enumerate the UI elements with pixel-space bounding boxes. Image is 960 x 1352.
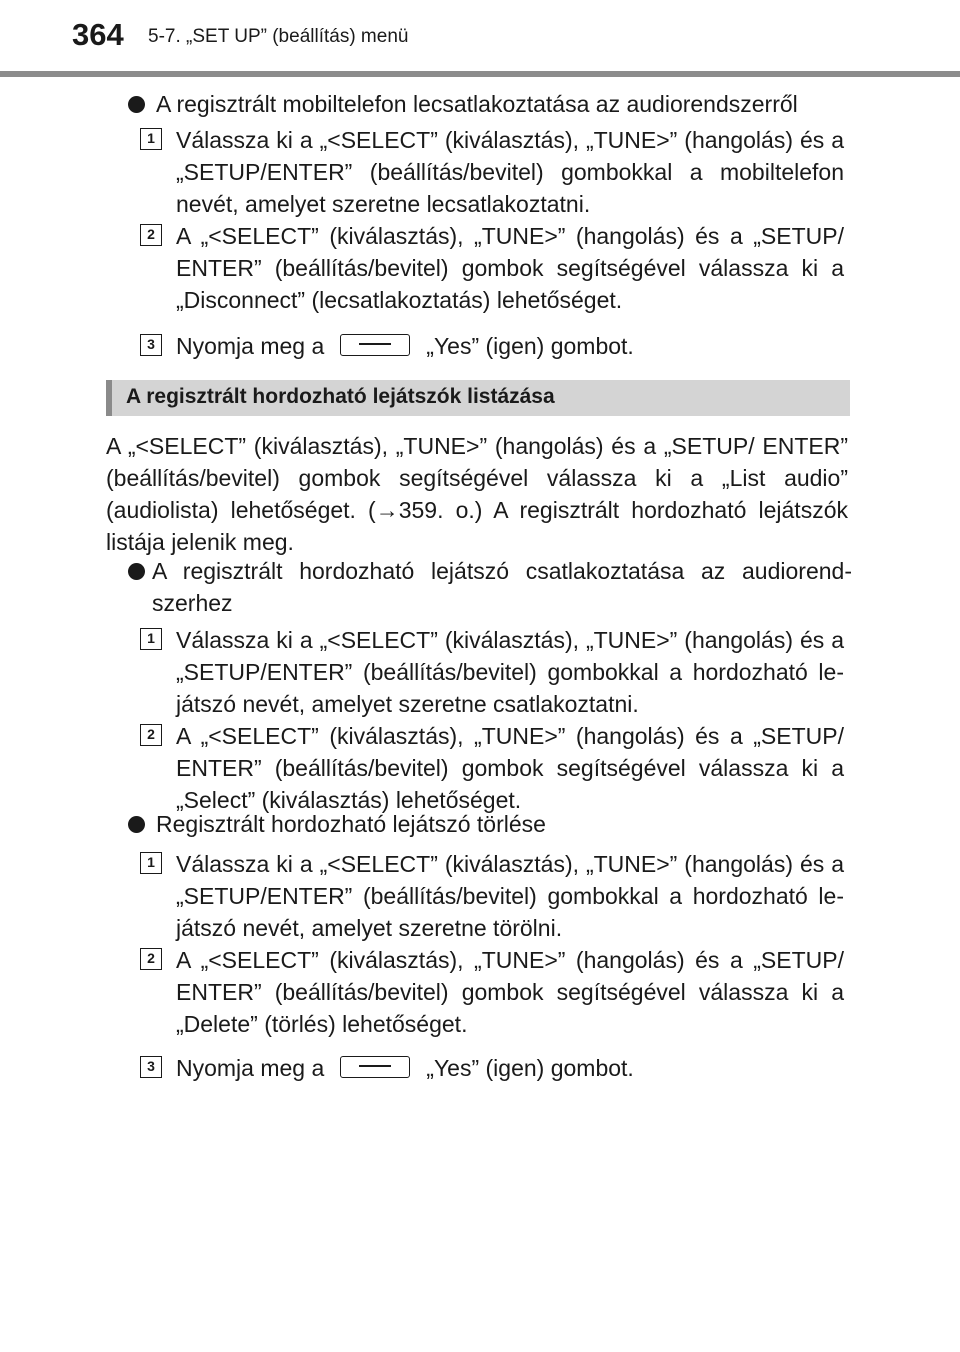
bullet-heading: Regisztrált hordozható lejátszó törlése bbox=[156, 811, 546, 837]
step-number-badge: 1 bbox=[140, 128, 162, 150]
page-header bbox=[0, 0, 960, 80]
bullet-heading: A regisztrált mobiltelefon lecsatlakoztatása az audiorendszerről bbox=[156, 91, 798, 117]
chapter-title: 5-7. „SET UP” (beállítás) menü bbox=[148, 26, 409, 47]
step-number-badge: 1 bbox=[140, 852, 162, 874]
step-text: Válassza ki a „<SELECT” (kiválasztás), „TUNE>” (hangolás) és a „SETUP/ENTER” (beállítás/bevitel) gombokkal a hordozható le- játszó nevét, amelyet szeretne törölni. bbox=[176, 851, 844, 941]
step-text: A „<SELECT” (kiválasztás), „TUNE>” (hangolás) és a „SETUP/ ENTER” (beállítás/bevitel) gombok segítségével válassza ki a „Disconnect” (lecsatlakoztatás) lehetőséget. bbox=[176, 223, 844, 313]
button-outline-icon bbox=[340, 334, 410, 356]
step-text-before: Nyomja meg a bbox=[176, 333, 325, 359]
step-text-before: Nyomja meg a bbox=[176, 1055, 325, 1081]
step-number-badge: 1 bbox=[140, 628, 162, 650]
step-number-badge: 3 bbox=[140, 1056, 162, 1078]
bullet-icon bbox=[128, 816, 145, 833]
step-number-badge: 2 bbox=[140, 724, 162, 746]
page-number: 364 bbox=[72, 17, 124, 52]
step-text bbox=[176, 330, 844, 362]
step-text-after: „Yes” (igen) gombot. bbox=[426, 333, 634, 359]
bullet-icon bbox=[128, 563, 145, 580]
step-text: Válassza ki a „<SELECT” (kiválasztás), „TUNE>” (hangolás) és a „SETUP/ENTER” (beállítás/bevitel) gombokkal a mobiltelefon nevét, amelyet szeretne lecsatlakoztatni. bbox=[176, 127, 844, 217]
header-divider bbox=[0, 71, 960, 77]
step-number-badge: 3 bbox=[140, 334, 162, 356]
step-text: Válassza ki a „<SELECT” (kiválasztás), „TUNE>” (hangolás) és a „SETUP/ENTER” (beállítás/bevitel) gombokkal a hordozható le- játszó nevét, amelyet szeretne csatlakoztatni. bbox=[176, 627, 844, 717]
step-text: A „<SELECT” (kiválasztás), „TUNE>” (hangolás) és a „SETUP/ ENTER” (beállítás/bevitel) gombok segítségével válassza ki a „Select” (kiválasztás) lehetőséget. bbox=[176, 723, 844, 813]
button-outline-icon bbox=[340, 1056, 410, 1078]
bullet-heading: A regisztrált hordozható lejátszó csatlakoztatása az audiorend- bbox=[152, 558, 852, 584]
step-text bbox=[176, 1052, 844, 1084]
intro-paragraph: A „<SELECT” (kiválasztás), „TUNE>” (hangolás) és a „SETUP/ ENTER” (beállítás/bevitel) gombok segítségével válassza ki a „List audio” (audiolista) lehetőséget. (→359. o.) A regisztrált hordozható lejátszók listája jelenik meg. bbox=[106, 433, 848, 555]
step-number-badge: 2 bbox=[140, 948, 162, 970]
section-heading: A regisztrált hordozható lejátszók listázása bbox=[126, 385, 555, 408]
bullet-heading-cont: szerhez bbox=[152, 590, 233, 616]
bullet-icon bbox=[128, 96, 145, 113]
step-text-after: „Yes” (igen) gombot. bbox=[426, 1055, 634, 1081]
step-text: A „<SELECT” (kiválasztás), „TUNE>” (hangolás) és a „SETUP/ ENTER” (beállítás/bevitel) gombok segítségével válassza ki a „Delete” (törlés) lehetőséget. bbox=[176, 947, 844, 1037]
step-number-badge: 2 bbox=[140, 224, 162, 246]
section-heading-bar bbox=[106, 380, 850, 416]
